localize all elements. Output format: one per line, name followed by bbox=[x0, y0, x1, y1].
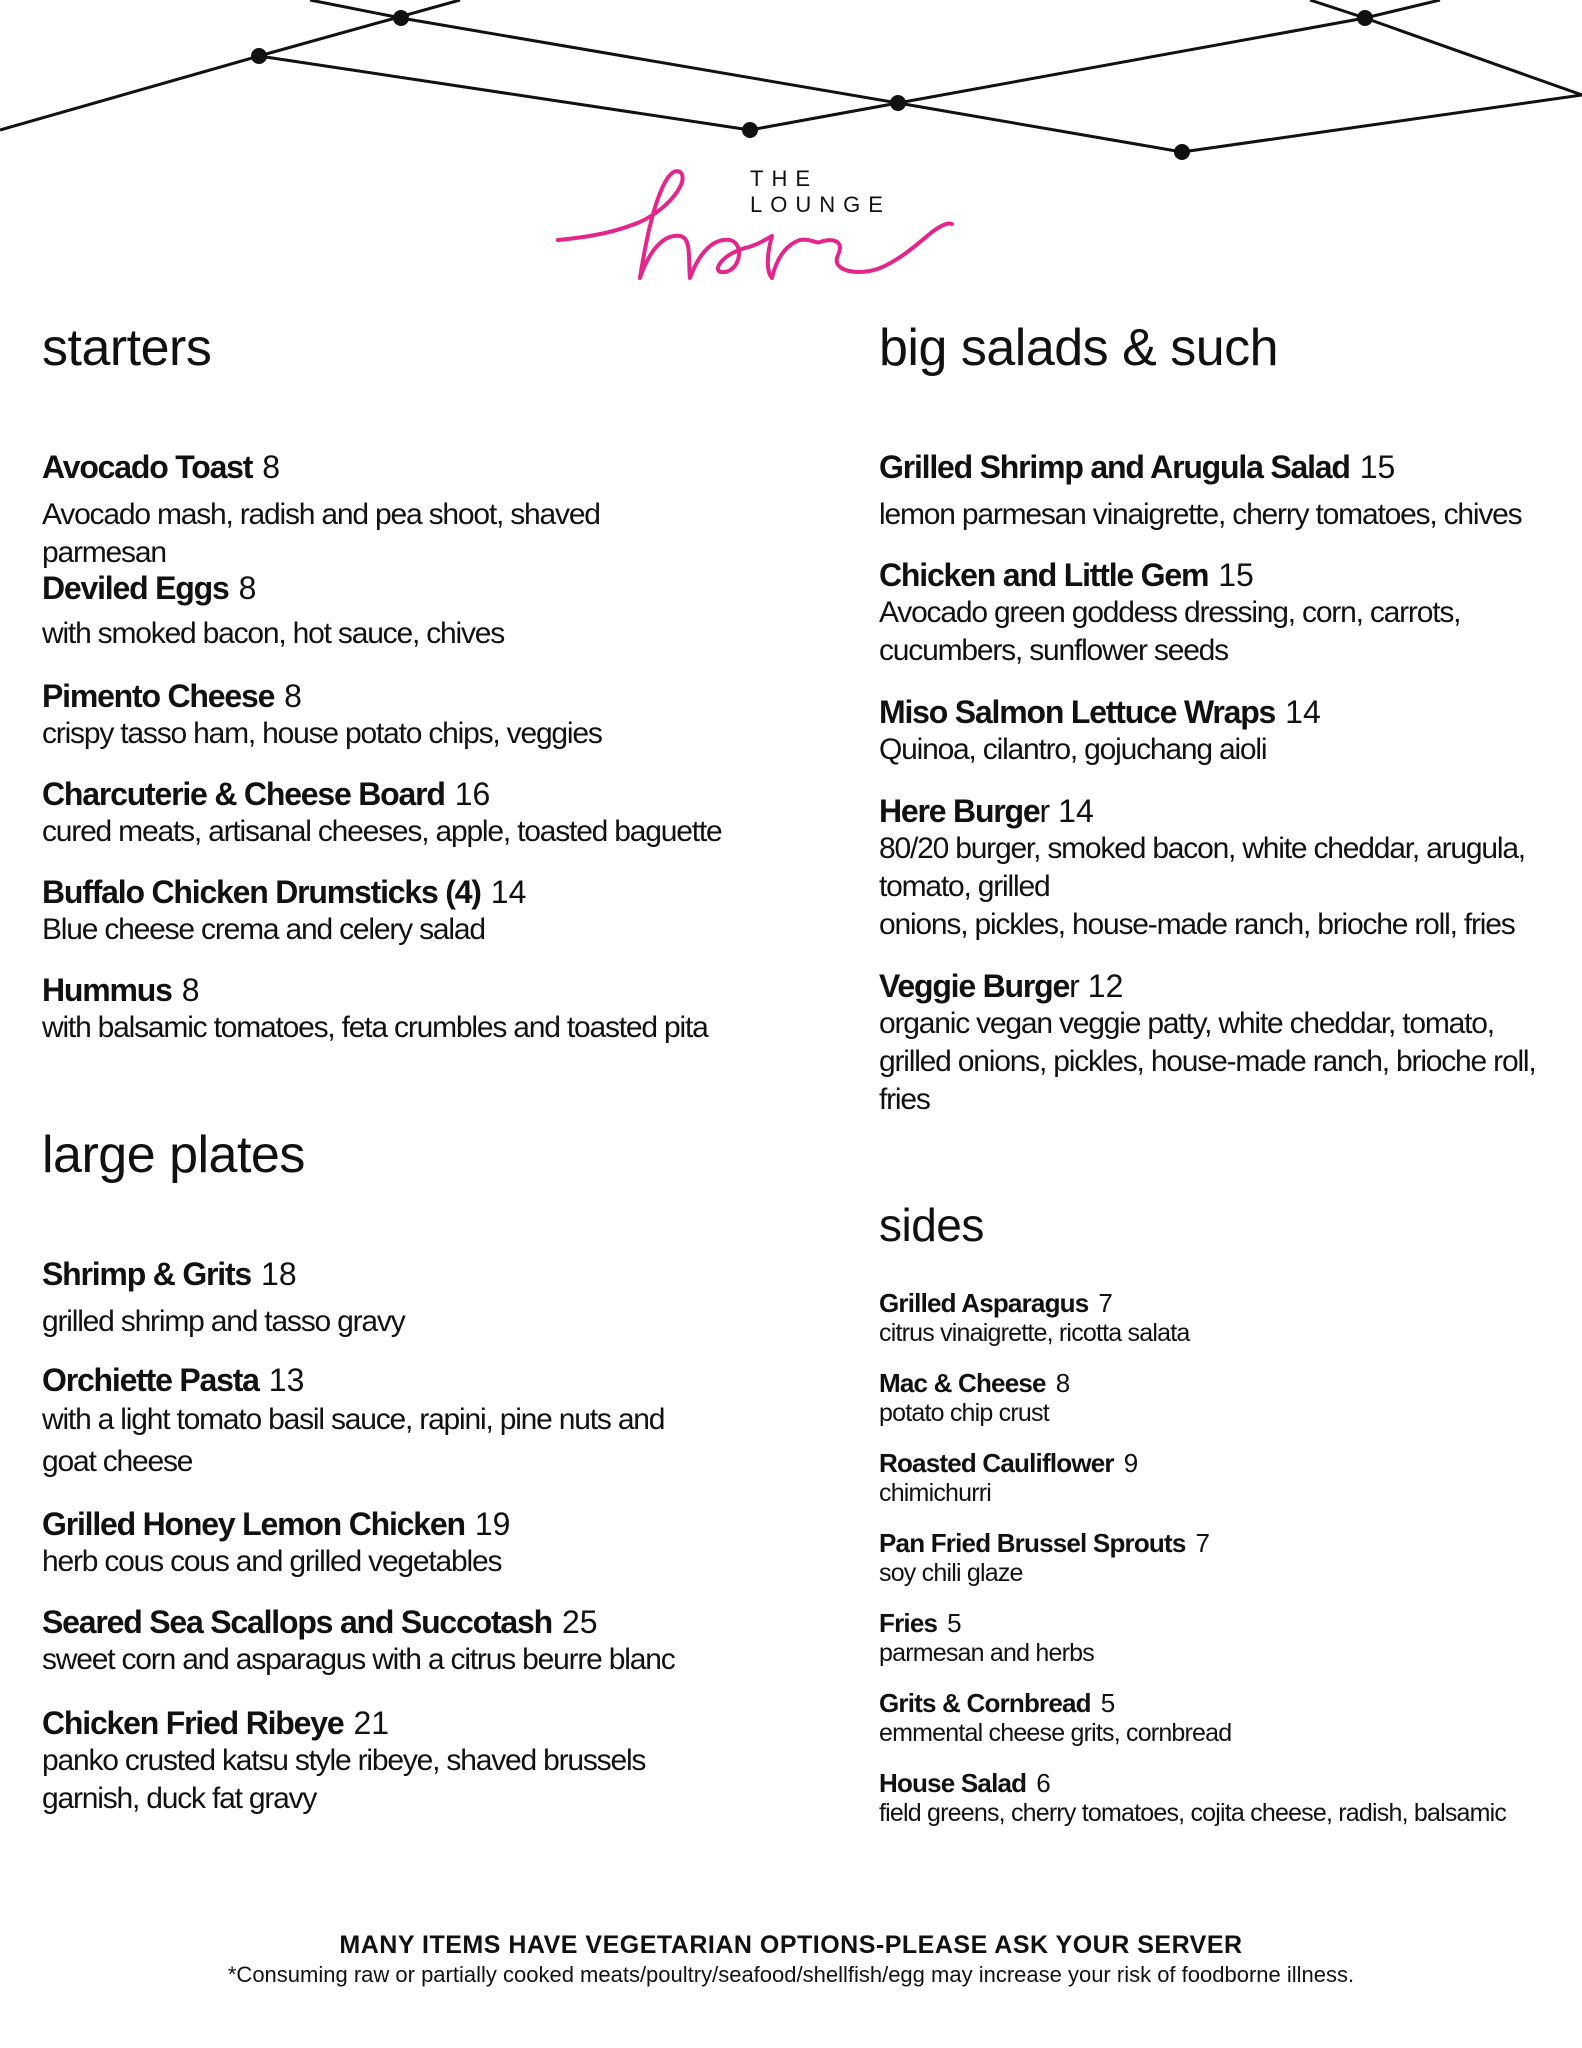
item-price: 15 bbox=[1359, 449, 1396, 485]
menu-item bbox=[879, 556, 1479, 670]
item-name: Chicken and Little Gem bbox=[879, 557, 1209, 593]
menu-item bbox=[879, 1288, 1559, 1349]
item-name: Miso Salmon Lettuce Wraps bbox=[879, 694, 1276, 730]
item-price: 14 bbox=[490, 874, 527, 910]
item-description: crispy tasso ham, house potato chips, veggies bbox=[42, 717, 602, 750]
item-description: potato chip crust bbox=[879, 1399, 1049, 1427]
item-price: 7 bbox=[1098, 1288, 1113, 1318]
item-price: 7 bbox=[1195, 1528, 1210, 1558]
item-description: with a light tomato basil sauce, rapini, pine nuts and goat cheese bbox=[42, 1403, 665, 1478]
item-description: emmental cheese grits, cornbread bbox=[879, 1719, 1232, 1747]
menu-item bbox=[42, 1603, 722, 1679]
menu-item bbox=[42, 1255, 722, 1341]
item-name: Charcuterie & Cheese Board bbox=[42, 776, 445, 812]
menu-item bbox=[879, 1608, 1559, 1669]
menu-item bbox=[879, 792, 1559, 944]
item-description: with balsamic tomatoes, feta crumbles and toasted pita bbox=[42, 1011, 708, 1044]
item-price: 5 bbox=[947, 1608, 962, 1638]
item-price: 15 bbox=[1218, 557, 1254, 593]
menu-item bbox=[42, 1704, 702, 1818]
item-description: Quinoa, cilantro, gojuchang aioli bbox=[879, 733, 1267, 766]
sides-heading: sides bbox=[879, 1199, 984, 1251]
item-price: 8 bbox=[284, 678, 302, 714]
string-lights-decoration bbox=[0, 0, 1582, 180]
item-description: panko crusted katsu style ribeye, shaved brussels garnish, duck fat gravy bbox=[42, 1744, 646, 1815]
item-price: 12 bbox=[1087, 968, 1124, 1004]
item-name: Grilled Asparagus bbox=[879, 1288, 1089, 1318]
item-name-suffix: r bbox=[1069, 968, 1080, 1004]
big-salads-heading: big salads & such bbox=[879, 319, 1279, 377]
item-description: grilled shrimp and tasso gravy bbox=[42, 1305, 405, 1338]
brand-logo bbox=[540, 160, 970, 290]
item-price: 25 bbox=[561, 1604, 598, 1640]
menu-item bbox=[879, 1688, 1559, 1749]
item-name: Deviled Eggs bbox=[42, 570, 229, 606]
item-name: Mac & Cheese bbox=[879, 1368, 1046, 1398]
item-price: 13 bbox=[268, 1362, 305, 1398]
item-description: lemon parmesan vinaigrette, cherry tomatoes, chives bbox=[879, 498, 1522, 531]
item-description: 80/20 burger, smoked bacon, white cheddar, arugula, tomato, grilled bbox=[879, 832, 1525, 903]
item-price: 18 bbox=[261, 1256, 297, 1292]
item-description: sweet corn and asparagus with a citrus beurre blanc bbox=[42, 1643, 675, 1676]
vegetarian-notice: MANY ITEMS HAVE VEGETARIAN OPTIONS-PLEASE ASK YOUR SERVER bbox=[339, 1931, 1243, 1959]
item-description: citrus vinaigrette, ricotta salata bbox=[879, 1319, 1190, 1347]
item-price: 19 bbox=[474, 1506, 511, 1542]
starters-heading: starters bbox=[42, 319, 212, 377]
item-name: Hummus bbox=[42, 972, 172, 1008]
item-price: 14 bbox=[1285, 694, 1321, 730]
item-description: chimichurri bbox=[879, 1479, 992, 1507]
item-name: Grilled Shrimp and Arugula Salad bbox=[879, 449, 1350, 485]
menu-item bbox=[42, 775, 722, 851]
item-price: 8 bbox=[262, 449, 281, 485]
large-plates-heading: large plates bbox=[42, 1126, 305, 1184]
food-safety-disclaimer: *Consuming raw or partially cooked meats/poultry/seafood/shellfish/egg may increase your risk of foodborne illness. bbox=[227, 1962, 1355, 1987]
item-price: 21 bbox=[353, 1705, 390, 1741]
item-name: Pan Fried Brussel Sprouts bbox=[879, 1528, 1186, 1558]
item-name: Roasted Cauliflower bbox=[879, 1448, 1114, 1478]
menu-item bbox=[879, 967, 1559, 1119]
logo-top-text: THE LOUNGE bbox=[750, 166, 891, 217]
menu-item bbox=[42, 1361, 682, 1483]
item-description-continued: onions, pickles, house-made ranch, brioche roll, fries bbox=[879, 908, 1515, 941]
item-name: Here Burge bbox=[879, 793, 1040, 829]
here-script-logo bbox=[540, 160, 970, 290]
item-price: 5 bbox=[1100, 1688, 1116, 1718]
menu-item bbox=[42, 569, 722, 653]
item-name: Veggie Burge bbox=[879, 968, 1070, 1004]
item-price: 6 bbox=[1036, 1768, 1051, 1798]
item-price: 9 bbox=[1123, 1448, 1139, 1478]
item-price: 16 bbox=[454, 776, 491, 812]
item-description: Avocado green goddess dressing, corn, carrots, cucumbers, sunflower seeds bbox=[879, 596, 1461, 667]
menu-item bbox=[879, 1528, 1559, 1589]
menu-item bbox=[42, 971, 722, 1047]
item-price: 8 bbox=[238, 570, 257, 606]
item-name: Chicken Fried Ribeye bbox=[42, 1705, 344, 1741]
item-description: parmesan and herbs bbox=[879, 1639, 1094, 1667]
menu-item bbox=[42, 873, 722, 949]
menu-item bbox=[42, 1505, 722, 1581]
item-description: cured meats, artisanal cheeses, apple, toasted baguette bbox=[42, 815, 722, 848]
item-name: Avocado Toast bbox=[42, 449, 253, 485]
item-description: Avocado mash, radish and pea shoot, shaved parmesan bbox=[42, 498, 600, 569]
menu-item bbox=[42, 448, 722, 572]
item-name: Shrimp & Grits bbox=[42, 1256, 252, 1292]
item-name: Seared Sea Scallops and Succotash bbox=[42, 1604, 552, 1640]
item-name: Orchiette Pasta bbox=[42, 1362, 259, 1398]
item-name: Fries bbox=[879, 1608, 938, 1638]
menu-item bbox=[879, 1768, 1559, 1829]
item-description: organic vegan veggie patty, white cheddar, tomato, grilled onions, pickles, house-made ranch, brioche roll, fries bbox=[879, 1007, 1536, 1116]
item-description: soy chili glaze bbox=[879, 1559, 1023, 1587]
item-description: herb cous cous and grilled vegetables bbox=[42, 1545, 502, 1578]
menu-item bbox=[879, 1368, 1559, 1429]
item-price: 8 bbox=[1055, 1368, 1071, 1398]
menu-item bbox=[42, 677, 722, 753]
item-name: Grits & Cornbread bbox=[879, 1688, 1091, 1718]
item-description: with smoked bacon, hot sauce, chives bbox=[42, 617, 505, 650]
item-name: Pimento Cheese bbox=[42, 678, 275, 714]
menu-item bbox=[879, 693, 1559, 769]
item-name: Grilled Honey Lemon Chicken bbox=[42, 1506, 465, 1542]
item-name: Buffalo Chicken Drumsticks (4) bbox=[42, 874, 481, 910]
menu-item bbox=[879, 1448, 1559, 1509]
menu-item bbox=[879, 448, 1559, 534]
item-price: 8 bbox=[181, 972, 200, 1008]
item-price: 14 bbox=[1058, 793, 1094, 829]
item-description: Blue cheese crema and celery salad bbox=[42, 913, 485, 946]
item-description: field greens, cherry tomatoes, cojita cheese, radish, balsamic bbox=[879, 1799, 1507, 1827]
item-name: House Salad bbox=[879, 1768, 1027, 1798]
item-name-suffix: r bbox=[1039, 793, 1051, 829]
